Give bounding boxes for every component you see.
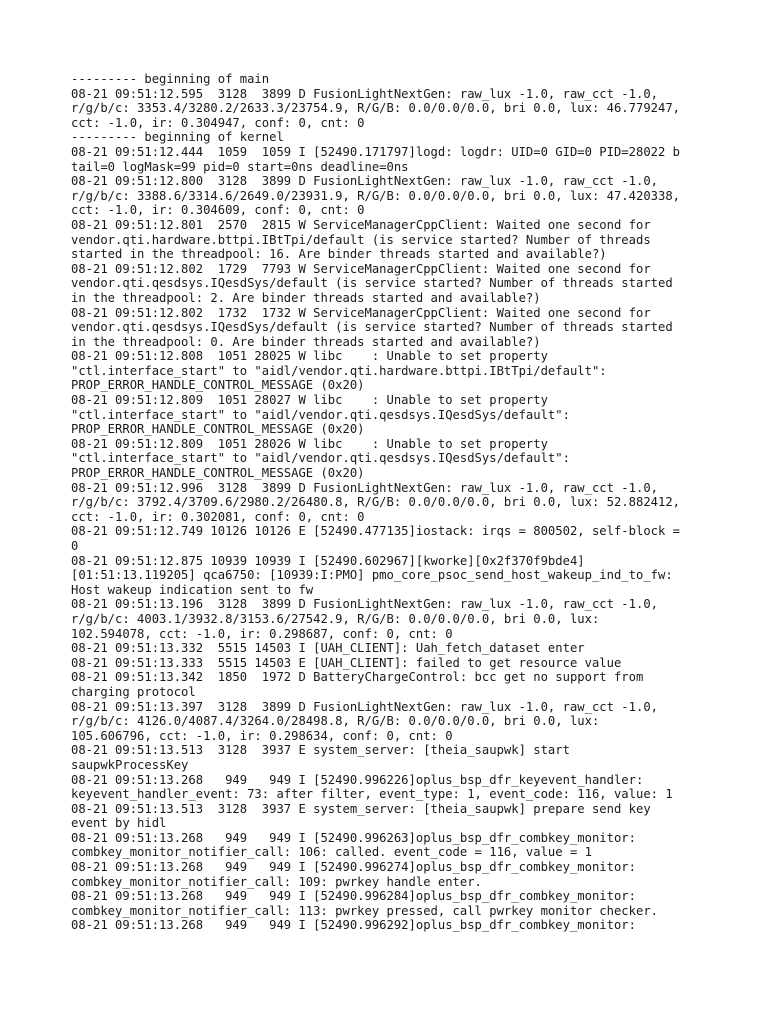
log-line: r/g/b/c: 3388.6/3314.6/2649.0/23931.9, R/G/B: 0.0/0.0/0.0, bri 0.0, lux: 47.420338, [71,188,681,203]
log-line: Host wakeup indication sent to fw [71,582,314,597]
log-line: 08-21 09:51:12.802 1729 7793 W ServiceManagerCppClient: Waited one second for [71,261,651,276]
log-line: 0 [71,539,79,553]
log-line: 08-21 09:51:12.996 3128 3899 D FusionLightNextGen: raw_lux -1.0, raw_cct -1.0, [71,480,658,495]
log-line: tail=0 logMask=99 pid=0 start=0ns deadline=0ns [71,159,409,174]
log-line: "ctl.interface_start" to "aidl/vendor.qti.qesdsys.IQesdSys/default": [71,451,570,466]
log-line: 08-21 09:51:12.809 1051 28027 W libc : Unable to set property [71,393,548,408]
log-line: 08-21 09:51:13.397 3128 3899 D FusionLightNextGen: raw_lux -1.0, raw_cct -1.0, [71,699,658,714]
log-line: event by hidl [71,816,167,831]
log-line: 08-21 09:51:13.268 949 949 I [52490.996263]oplus_bsp_dfr_combkey_monitor: [71,830,636,845]
log-line: vendor.qti.qesdsys.IQesdSys/default (is service started? Number of threads started [71,320,673,335]
log-line: combkey_monitor_notifier_call: 109: pwrkey handle enter. [71,874,482,889]
log-line: combkey_monitor_notifier_call: 113: pwrkey pressed, call pwrkey monitor checker. [71,903,658,918]
log-line: 08-21 09:51:12.809 1051 28026 W libc : Unable to set property [71,436,548,451]
log-line: PROP_ERROR_HANDLE_CONTROL_MESSAGE (0x20) [71,466,365,481]
log-line: 08-21 09:51:13.268 949 949 I [52490.996226]oplus_bsp_dfr_keyevent_handler: [71,772,644,787]
log-line: 08-21 09:51:12.595 3128 3899 D FusionLightNextGen: raw_lux -1.0, raw_cct -1.0, [71,86,658,101]
log-line: saupwkProcessKey [71,757,189,772]
log-line: 08-21 09:51:13.268 949 949 I [52490.996274]oplus_bsp_dfr_combkey_monitor: [71,860,636,875]
log-line: "ctl.interface_start" to "aidl/vendor.qti.hardware.bttpi.IBtTpi/default": [71,363,607,378]
log-line: "ctl.interface_start" to "aidl/vendor.qti.qesdsys.IQesdSys/default": [71,407,570,422]
log-text [71,72,711,933]
log-line: 08-21 09:51:13.196 3128 3899 D FusionLightNextGen: raw_lux -1.0, raw_cct -1.0, [71,597,658,612]
log-line: r/g/b/c: 3792.4/3709.6/2980.2/26480.8, R/G/B: 0.0/0.0/0.0, bri 0.0, lux: 52.882412, [71,495,681,510]
log-line: keyevent_handler_event: 73: after filter, event_type: 1, event_code: 116, value: 1 [71,787,673,802]
log-line: --------- beginning of kernel [71,130,284,145]
log-line: 08-21 09:51:12.800 3128 3899 D FusionLightNextGen: raw_lux -1.0, raw_cct -1.0, [71,174,658,189]
log-line: 08-21 09:51:13.342 1850 1972 D BatteryChargeControl: bcc get no support from [71,670,644,685]
log-line: 08-21 09:51:12.802 1732 1732 W ServiceManagerCppClient: Waited one second for [71,305,651,320]
log-line: 08-21 09:51:13.268 949 949 I [52490.996292]oplus_bsp_dfr_combkey_monitor: [71,918,636,933]
log-line: 08-21 09:51:12.801 2570 2815 W ServiceManagerCppClient: Waited one second for [71,217,651,232]
log-line: r/g/b/c: 4003.1/3932.8/3153.6/27542.9, R/G/B: 0.0/0.0/0.0, bri 0.0, lux: [71,611,600,626]
log-line: 08-21 09:51:13.513 3128 3937 E system_server: [theia_saupwk] start [71,743,570,758]
log-line: 08-21 09:51:13.332 5515 14503 I [UAH_CLIENT]: Uah_fetch_dataset enter [71,641,585,656]
log-line: 08-21 09:51:12.444 1059 1059 I [52490.171797]logd: logdr: UID=0 GID=0 PID=28022 b [71,144,681,159]
log-line: --------- beginning of main [71,72,270,86]
log-line: r/g/b/c: 4126.0/4087.4/3264.0/28498.8, R/G/B: 0.0/0.0/0.0, bri 0.0, lux: [71,714,600,729]
log-line: in the threadpool: 2. Are binder threads started and available?) [71,290,541,305]
log-line: 08-21 09:51:13.333 5515 14503 E [UAH_CLIENT]: failed to get resource value [71,655,622,670]
log-line: PROP_ERROR_HANDLE_CONTROL_MESSAGE (0x20) [71,422,365,437]
log-line: 102.594078, cct: -1.0, ir: 0.298687, conf: 0, cnt: 0 [71,626,453,641]
log-line: 08-21 09:51:12.875 10939 10939 I [52490.602967][kworke][0x2f370f9bde4] [71,553,585,568]
log-line: combkey_monitor_notifier_call: 106: called. event_code = 116, value = 1 [71,845,592,860]
log-line: r/g/b/c: 3353.4/3280.2/2633.3/23754.9, R/G/B: 0.0/0.0/0.0, bri 0.0, lux: 46.779247, [71,101,681,116]
log-line: started in the threadpool: 16. Are binder threads started and available?) [71,247,607,262]
log-line: cct: -1.0, ir: 0.304947, conf: 0, cnt: 0 [71,115,365,130]
log-line: 08-21 09:51:13.513 3128 3937 E system_server: [theia_saupwk] prepare send key [71,801,651,816]
log-line: 08-21 09:51:13.268 949 949 I [52490.996284]oplus_bsp_dfr_combkey_monitor: [71,889,636,904]
log-line: cct: -1.0, ir: 0.302081, conf: 0, cnt: 0 [71,509,365,524]
log-line: 08-21 09:51:12.749 10126 10126 E [52490.477135]iostack: irqs = 800502, self-block = [71,524,681,539]
log-line: vendor.qti.qesdsys.IQesdSys/default (is service started? Number of threads started [71,276,673,291]
log-line: 105.606796, cct: -1.0, ir: 0.298634, conf: 0, cnt: 0 [71,728,453,743]
log-line: PROP_ERROR_HANDLE_CONTROL_MESSAGE (0x20) [71,378,365,393]
log-line: 08-21 09:51:12.808 1051 28025 W libc : Unable to set property [71,349,548,364]
log-line: [01:51:13.119205] qca6750: [10939:I:PMO] pmo_core_psoc_send_host_wakeup_ind_to_fw: [71,568,673,583]
log-line: vendor.qti.hardware.bttpi.IBtTpi/default (is service started? Number of threads [71,232,651,247]
log-line: cct: -1.0, ir: 0.304609, conf: 0, cnt: 0 [71,203,365,218]
log-line: in the threadpool: 0. Are binder threads started and available?) [71,334,541,349]
log-line: charging protocol [71,684,196,699]
